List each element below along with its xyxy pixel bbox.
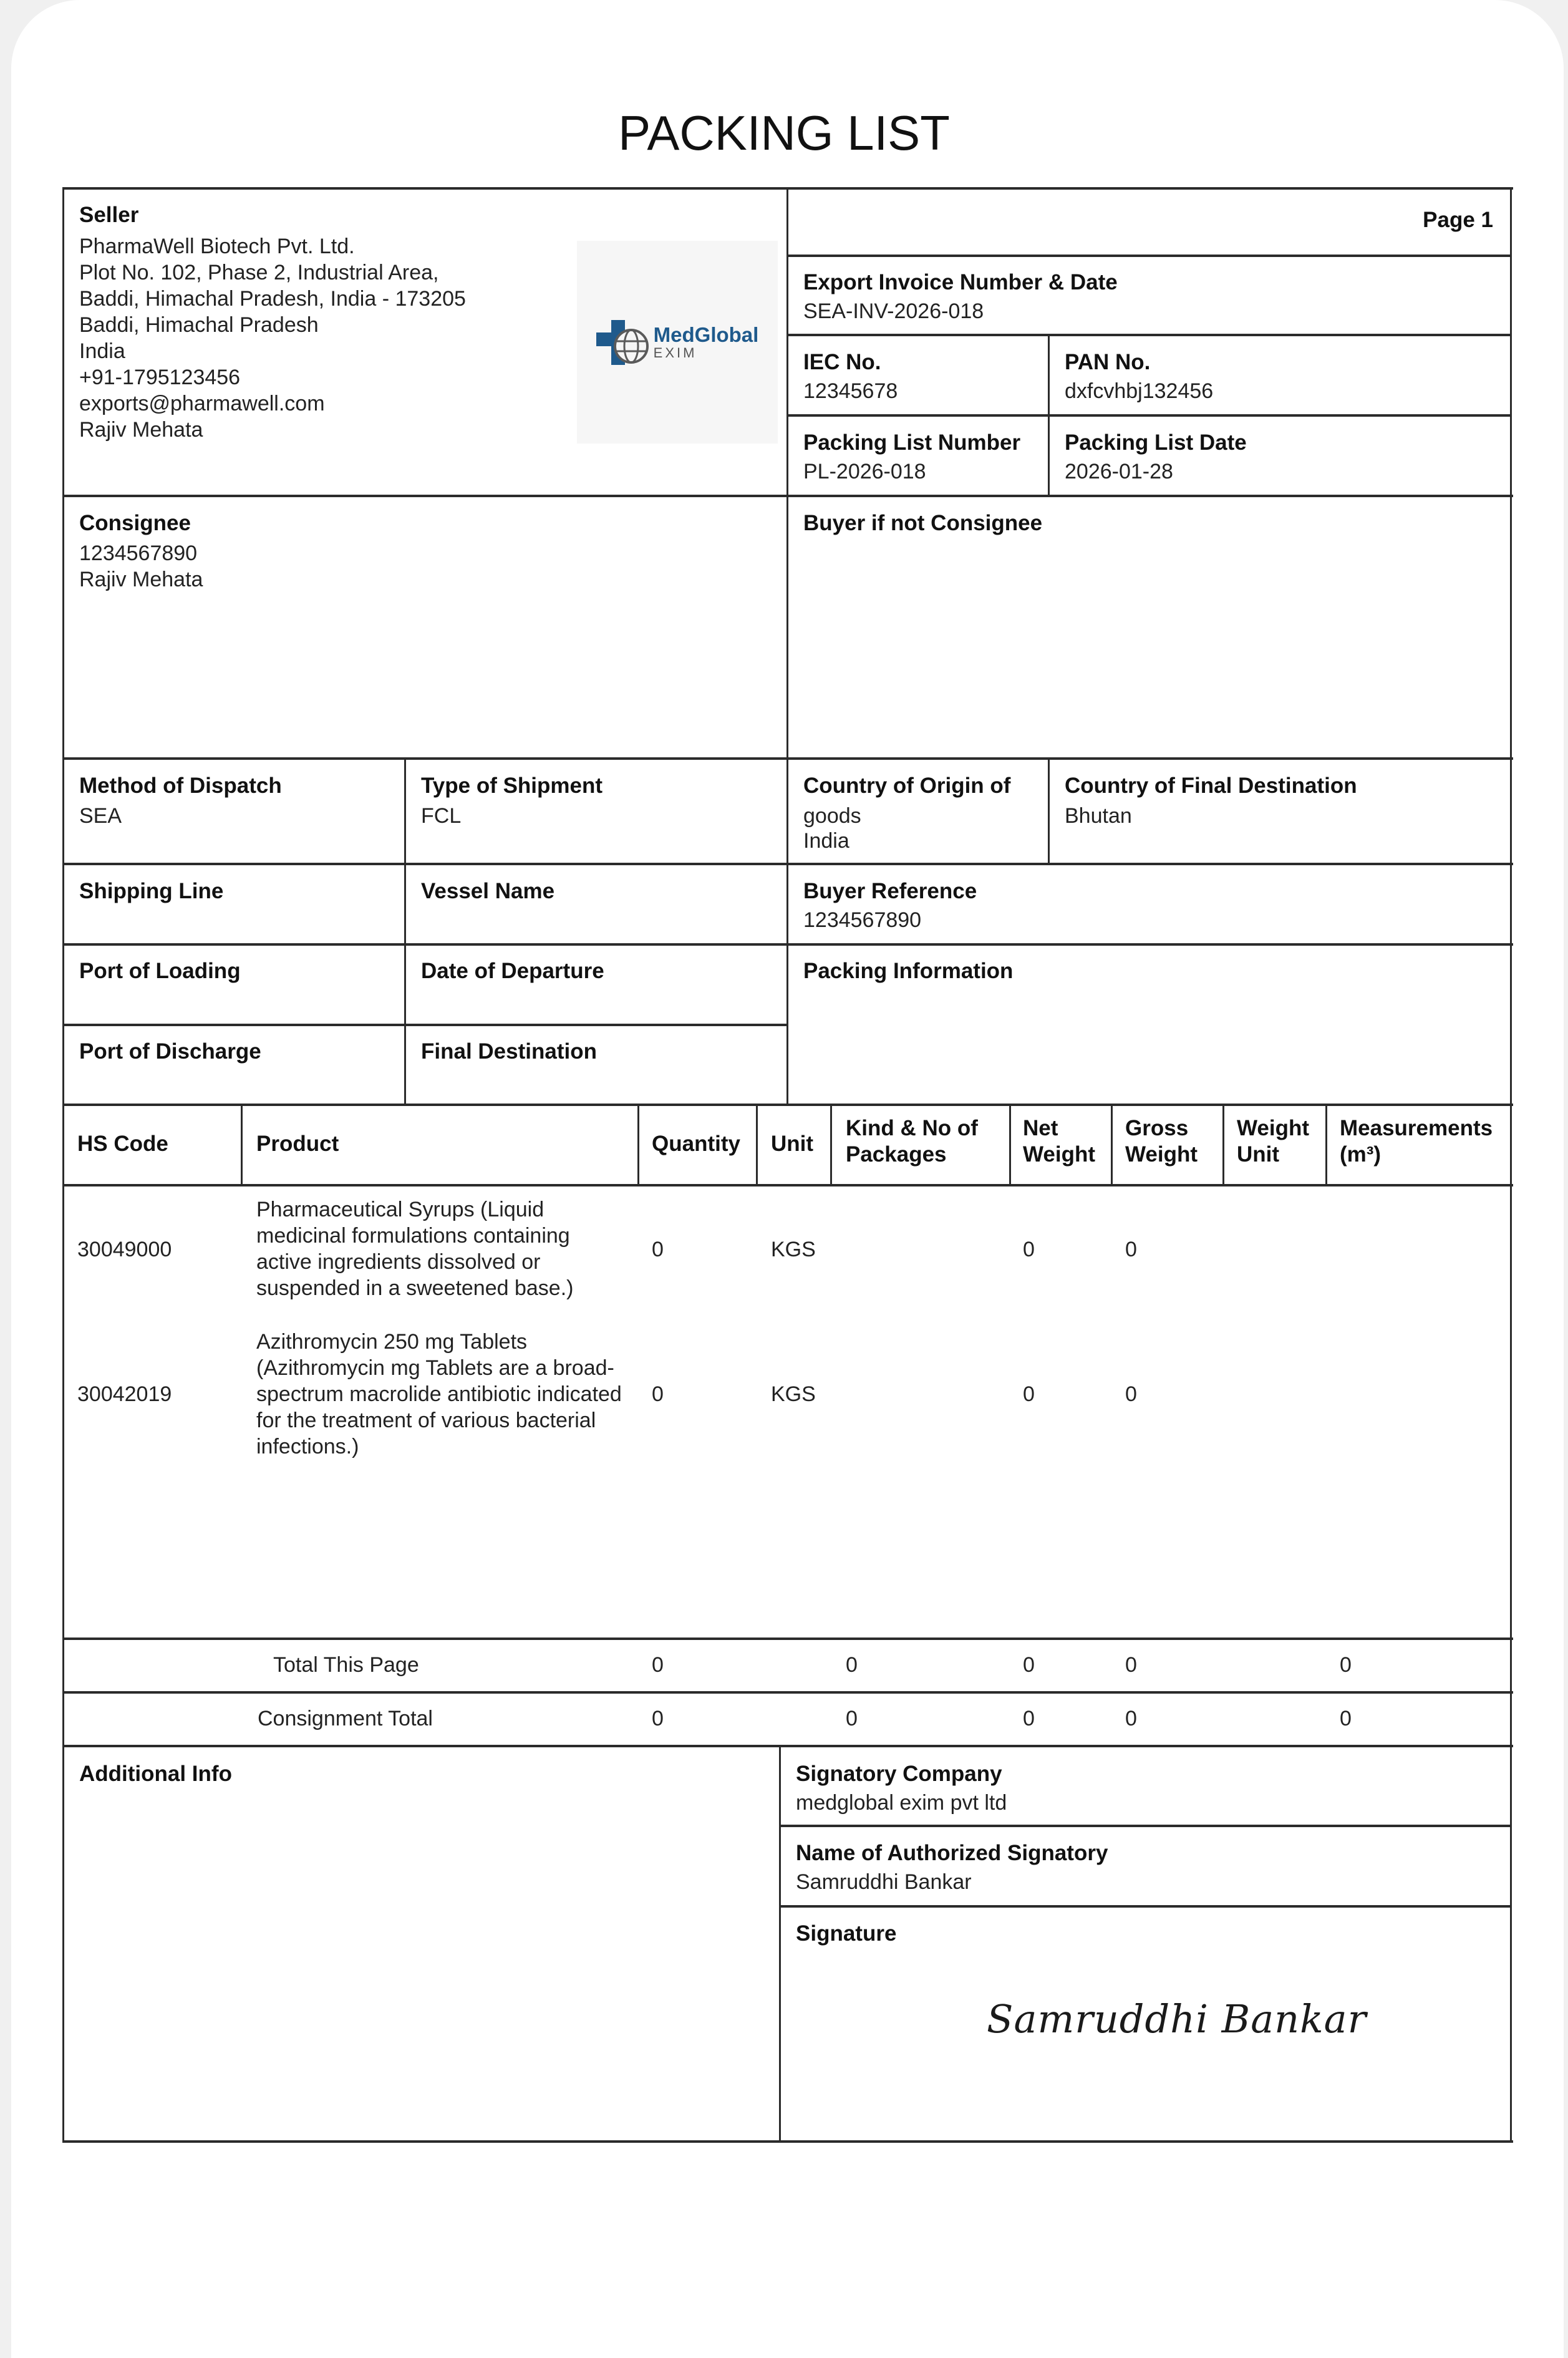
col-net <box>1009 1105 1011 1185</box>
additional-info-label: Additional Info <box>79 1762 232 1786</box>
origin-country-line: India <box>803 829 849 853</box>
additional-info-section <box>64 1749 779 1805</box>
cell-unit: KGS <box>771 1238 816 1261</box>
iec-field <box>788 337 1048 417</box>
header-product: Product <box>256 1132 339 1156</box>
packing-list-number-label: Packing List Number <box>803 430 1021 455</box>
total-label: Consignment Total <box>258 1707 433 1730</box>
buyer-section <box>788 498 1511 554</box>
seller-section <box>64 190 576 455</box>
packing-list-date-label: Packing List Date <box>1065 430 1247 455</box>
header-unit: Unit <box>771 1132 814 1156</box>
divider-dispatch-row <box>62 863 1513 865</box>
destination-country-field <box>1050 760 1510 842</box>
total-measurements: 0 <box>1340 1707 1352 1730</box>
seller-line: Baddi, Himachal Pradesh, India - 173205 <box>79 287 466 311</box>
col-unit <box>756 1105 758 1185</box>
header-kind-packages <box>846 1115 978 1168</box>
port-discharge-field <box>64 1026 404 1082</box>
document-title: PACKING LIST <box>618 105 950 160</box>
page-sheet-bottom <box>11 2183 1564 2339</box>
dispatch-method-value: SEA <box>79 804 122 828</box>
signatory-company-field <box>781 1749 1510 1828</box>
divider-consignment-total <box>62 1745 1513 1747</box>
seller-label: Seller <box>79 203 139 227</box>
destination-country-value: Bhutan <box>1065 804 1132 828</box>
signature-image: Samruddhi Bankar <box>987 1996 1367 2042</box>
seller-line: exports@pharmawell.com <box>79 392 325 415</box>
header-kind-line: Packages <box>846 1142 947 1167</box>
header-net-weight <box>1023 1115 1095 1168</box>
seller-line: +91-1795123456 <box>79 366 241 389</box>
shipment-type-label: Type of Shipment <box>421 774 603 798</box>
divider-items-body <box>62 1638 1513 1640</box>
header-measurements <box>1340 1115 1493 1168</box>
buyer-reference-field <box>788 866 1511 946</box>
packing-info-label: Packing Information <box>803 959 1014 983</box>
header-net-line: Weight <box>1023 1142 1096 1167</box>
authorized-signatory-value: Samruddhi Bankar <box>796 1870 972 1894</box>
cell-product: Azithromycin 250 mg Tablets (Azithromycin mg Tablets are a broad-spectrum macrolide antibiotic indicated for the treatment of various bacterial infections.) <box>256 1330 622 1458</box>
logo-name: MedGlobal <box>653 323 759 346</box>
header-quantity: Quantity <box>652 1132 740 1156</box>
divider-consignee-row <box>62 757 1513 760</box>
buyer-label: Buyer if not Consignee <box>803 511 1043 535</box>
total-net: 0 <box>1023 1653 1035 1677</box>
consignee-label: Consignee <box>79 511 191 535</box>
seller-line: Rajiv Mehata <box>79 418 203 442</box>
dispatch-method-label: Method of Dispatch <box>79 774 282 798</box>
border-right <box>1510 187 1512 2143</box>
signature-field <box>781 1908 1510 1959</box>
header-wunit-line: Unit <box>1237 1142 1280 1167</box>
port-loading-field <box>64 946 404 1002</box>
shipment-type-field <box>406 760 786 842</box>
seller-line: Baddi, Himachal Pradesh <box>79 313 319 337</box>
invoice-field <box>788 257 1511 337</box>
packing-info-field <box>788 946 1511 1002</box>
departure-date-field <box>406 946 786 1002</box>
header-wunit-line: Weight <box>1237 1116 1310 1140</box>
packing-list-date-value: 2026-01-28 <box>1065 460 1173 483</box>
authorized-signatory-field <box>781 1828 1510 1908</box>
packing-list-number-value: PL-2026-018 <box>803 460 926 483</box>
shipping-line-label: Shipping Line <box>79 879 224 903</box>
col-product <box>241 1105 243 1185</box>
consignee-section <box>64 498 786 605</box>
col-wunit <box>1222 1105 1224 1185</box>
header-gross-line: Gross <box>1125 1116 1189 1140</box>
pan-value: dxfcvhbj132456 <box>1065 379 1214 403</box>
origin-country-label: Country of Origin of <box>803 774 1011 798</box>
header-gross-line: Weight <box>1125 1142 1198 1167</box>
col-quantity <box>637 1105 639 1185</box>
cell-net-weight: 0 <box>1023 1238 1035 1261</box>
col-meas <box>1325 1105 1327 1185</box>
header-meas-line: (m³) <box>1340 1142 1382 1167</box>
shipping-line-field <box>64 866 404 922</box>
iec-value: 12345678 <box>803 379 898 403</box>
cell-hs-code: 30049000 <box>77 1238 172 1261</box>
dispatch-method-field <box>64 760 404 842</box>
seller-line: Plot No. 102, Phase 2, Industrial Area, <box>79 261 439 284</box>
consignee-line: 1234567890 <box>79 541 198 565</box>
buyer-reference-value: 1234567890 <box>803 908 922 932</box>
authorized-signatory-label: Name of Authorized Signatory <box>796 1841 1108 1865</box>
logo-sub: EXIM <box>653 345 697 361</box>
total-gross: 0 <box>1125 1707 1137 1730</box>
iec-label: IEC No. <box>803 350 881 374</box>
border-left <box>62 187 64 2143</box>
header-weight-unit <box>1237 1115 1309 1168</box>
packing-list-date-field <box>1050 417 1510 497</box>
final-destination-label: Final Destination <box>421 1039 597 1064</box>
divider-table-header <box>62 1184 1513 1186</box>
port-loading-label: Port of Loading <box>79 959 241 983</box>
cell-hs-code: 30042019 <box>77 1382 172 1406</box>
cell-product: Pharmaceutical Syrups (Liquid medicinal formulations containing active ingredients dissolved or suspended in a sweetened base.) <box>256 1198 574 1300</box>
signatory-company-value: medglobal exim pvt ltd <box>796 1791 1007 1815</box>
cell-quantity: 0 <box>652 1238 664 1261</box>
header-net-line: Net <box>1023 1116 1058 1140</box>
page-number: Page 1 <box>1423 208 1493 232</box>
total-quantity: 0 <box>652 1653 664 1677</box>
total-gross: 0 <box>1125 1653 1137 1677</box>
total-measurements: 0 <box>1340 1653 1352 1677</box>
col-gross <box>1111 1105 1113 1185</box>
cell-gross-weight: 0 <box>1125 1238 1137 1261</box>
header-meas-line: Measurements <box>1340 1116 1493 1140</box>
divider-total-page <box>62 1691 1513 1694</box>
header-hs-code: HS Code <box>77 1132 168 1156</box>
signature-label: Signature <box>796 1921 897 1946</box>
cell-unit: KGS <box>771 1382 816 1406</box>
cell-quantity: 0 <box>652 1382 664 1406</box>
pan-field <box>1050 337 1510 417</box>
invoice-value: SEA-INV-2026-018 <box>803 299 984 323</box>
divider-ports-row <box>62 1104 1513 1106</box>
header-gross-weight <box>1125 1115 1198 1168</box>
pan-label: PAN No. <box>1065 350 1151 374</box>
origin-country-field <box>788 760 1048 866</box>
seller-line: PharmaWell Biotech Pvt. Ltd. <box>79 235 355 258</box>
col-kind <box>830 1105 832 1185</box>
total-packages: 0 <box>846 1707 858 1730</box>
total-quantity: 0 <box>652 1707 664 1730</box>
destination-country-label: Country of Final Destination <box>1065 774 1357 798</box>
total-net: 0 <box>1023 1707 1035 1730</box>
port-discharge-label: Port of Discharge <box>79 1039 261 1064</box>
packing-list-number-field <box>788 417 1048 497</box>
company-logo <box>577 241 778 444</box>
signatory-company-label: Signatory Company <box>796 1762 1002 1786</box>
origin-country-line: goods <box>803 804 861 828</box>
total-label: Total This Page <box>273 1653 419 1677</box>
header-kind-line: Kind & No of <box>846 1116 978 1140</box>
buyer-reference-label: Buyer Reference <box>803 879 977 903</box>
consignee-line: Rajiv Mehata <box>79 568 203 591</box>
cell-net-weight: 0 <box>1023 1382 1035 1406</box>
total-packages: 0 <box>846 1653 858 1677</box>
seller-line: India <box>79 339 125 363</box>
departure-date-label: Date of Departure <box>421 959 604 983</box>
border-bottom <box>62 2140 1513 2143</box>
medical-cross-globe-icon <box>596 318 650 367</box>
vessel-name-label: Vessel Name <box>421 879 555 903</box>
cell-gross-weight: 0 <box>1125 1382 1137 1406</box>
shipment-type-value: FCL <box>421 804 462 828</box>
final-destination-field <box>406 1026 786 1082</box>
vessel-name-field <box>406 866 786 922</box>
invoice-label: Export Invoice Number & Date <box>803 270 1118 294</box>
